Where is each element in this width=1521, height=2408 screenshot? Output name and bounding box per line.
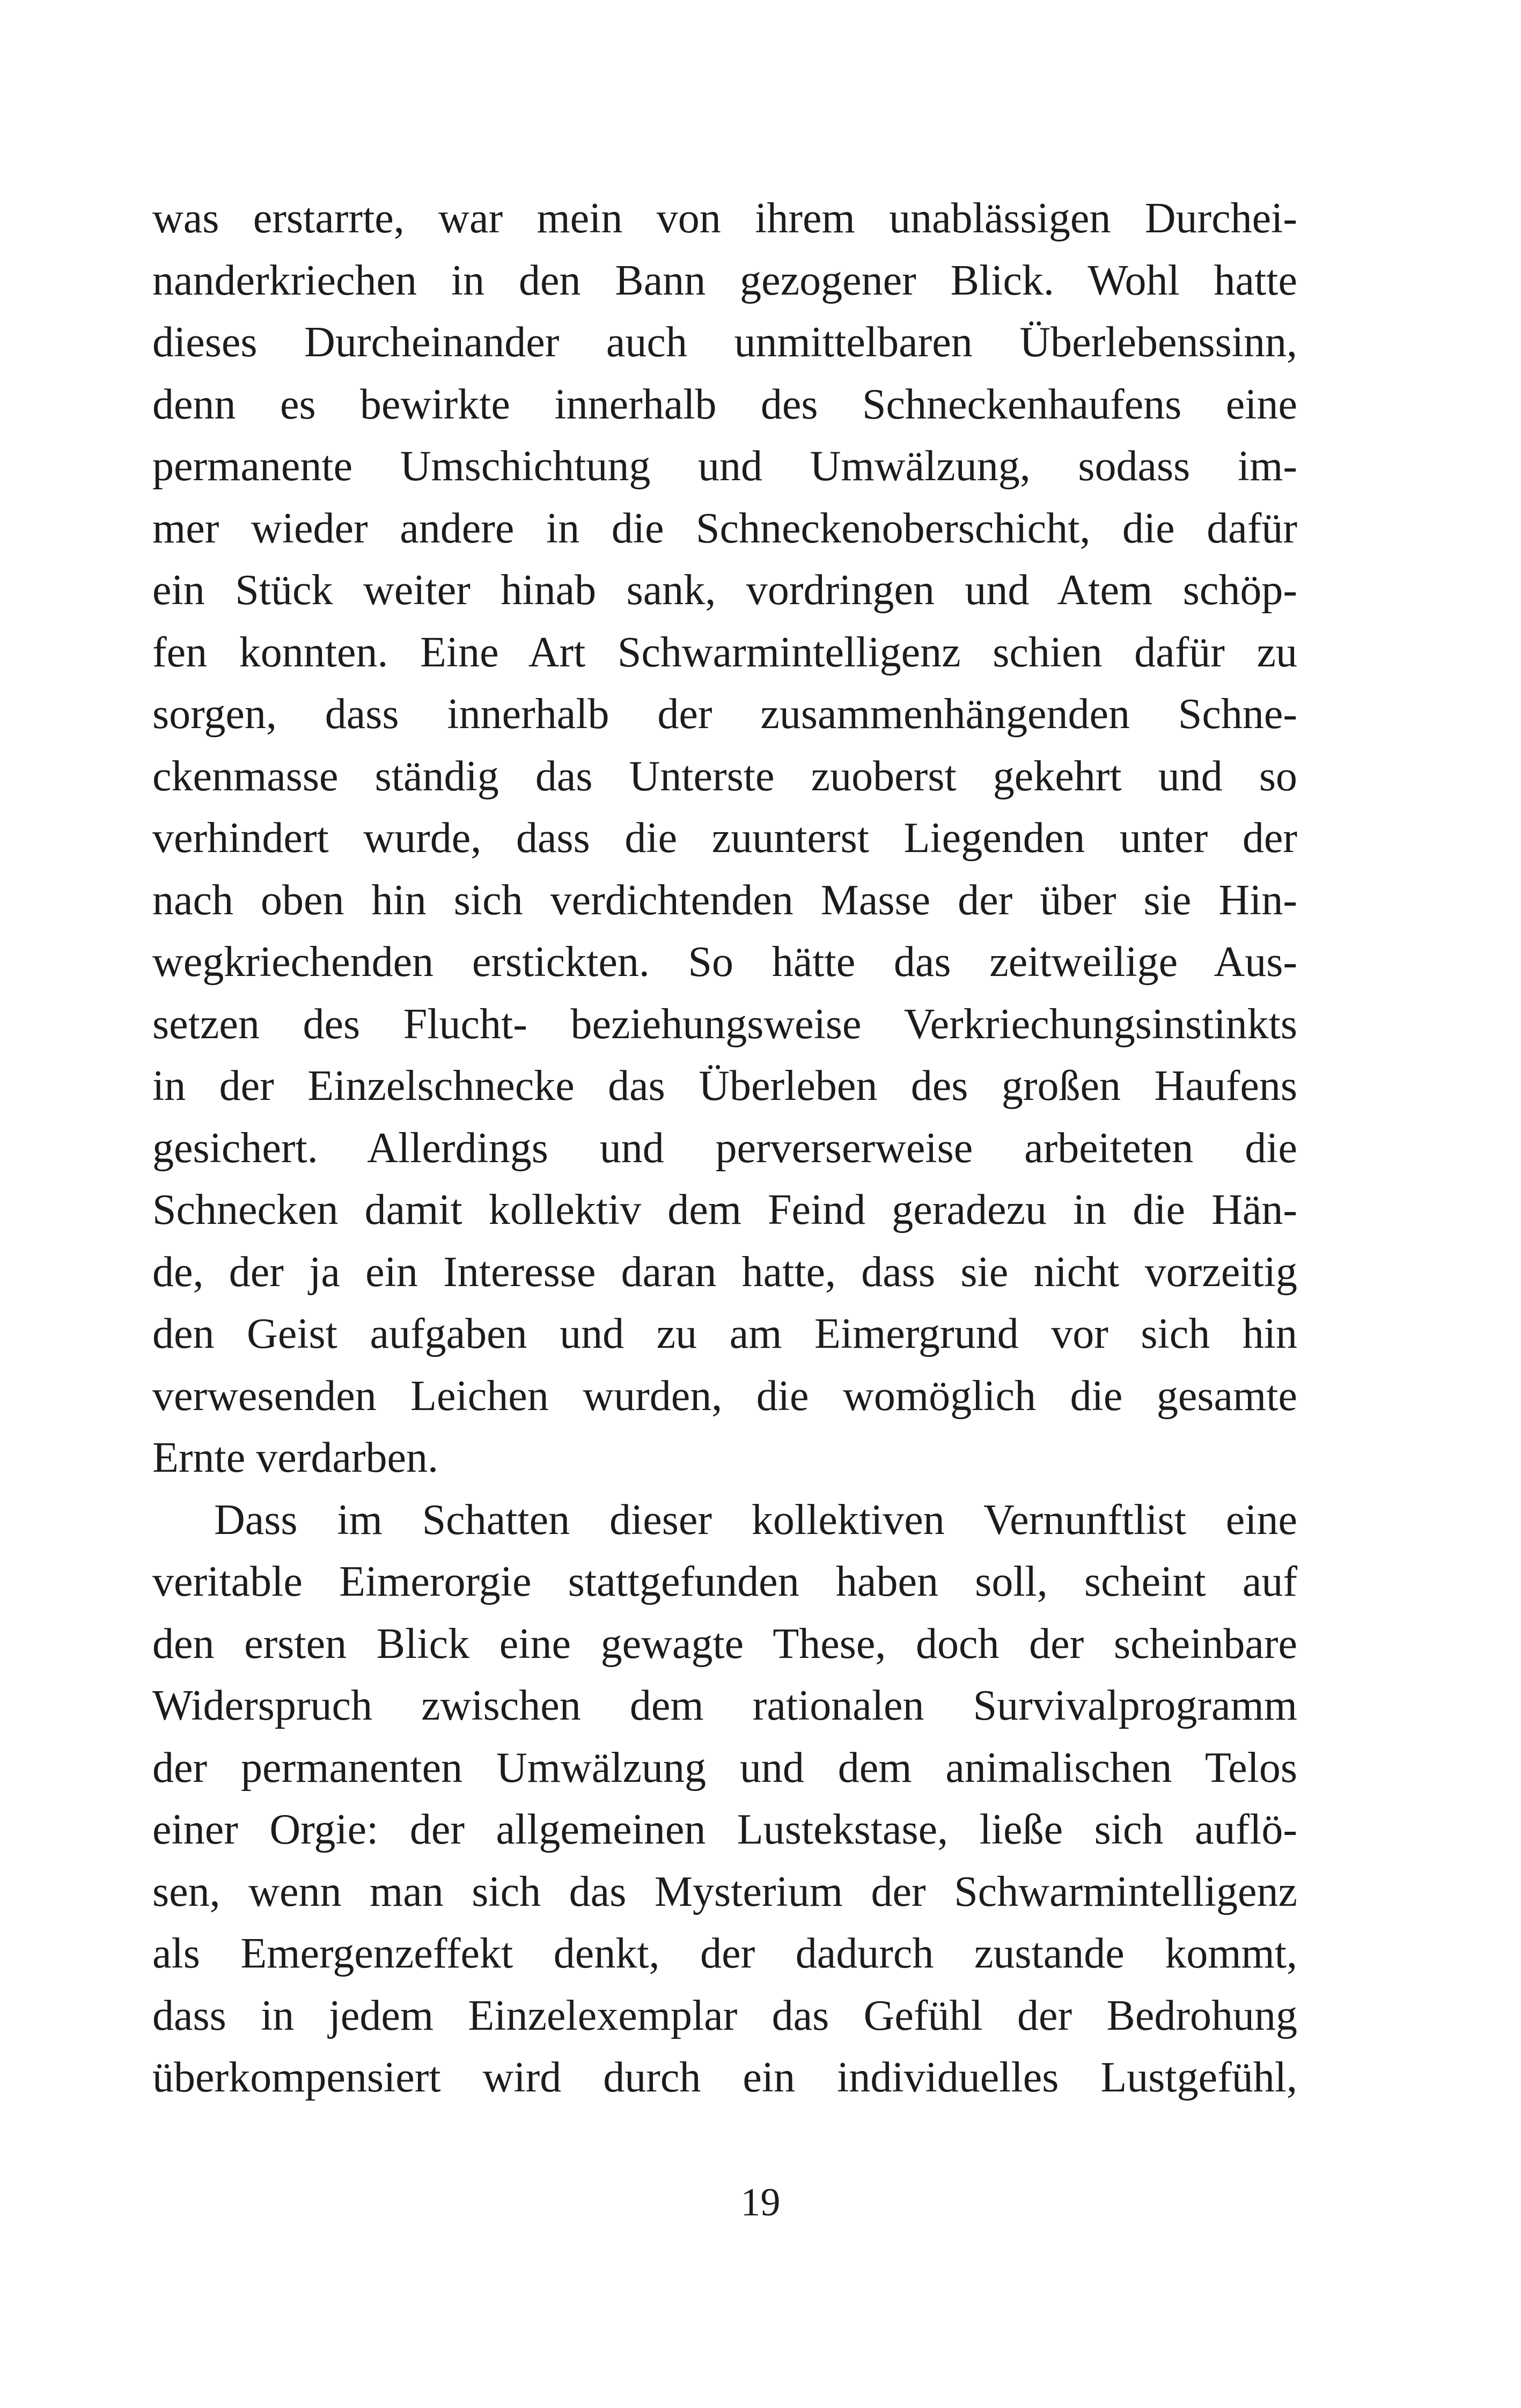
text-line-6: mer wieder andere in die Schneckenoberschicht, die dafür (152, 504, 1297, 552)
text-line-11: verhindert wurde, dass die zuunterst Liegenden unter der (152, 814, 1297, 862)
text-line-21: Ernte verdarben. (152, 1434, 439, 1481)
text-line-20: verwesenden Leichen wurden, die womöglich die gesamte (152, 1372, 1297, 1420)
text-line-29: als Emergenzeffekt denkt, der dadurch zustande kommt, (152, 1930, 1297, 1977)
text-line-18: de, der ja ein Interesse daran hatte, dass sie nicht vorzeitig (152, 1248, 1297, 1296)
text-line-4: denn es bewirkte innerhalb des Schneckenhaufens eine (152, 380, 1297, 428)
text-line-28: sen, wenn man sich das Mysterium der Schwarmintelligenz (152, 1868, 1297, 1915)
text-line-24: den ersten Blick eine gewagte These, doch der scheinbare (152, 1620, 1297, 1668)
text-line-23: veritable Eimerorgie stattgefunden haben soll, scheint auf (152, 1558, 1297, 1605)
text-line-7: ein Stück weiter hinab sank, vordringen und Atem schöp- (152, 567, 1297, 614)
text-line-19: den Geist aufgaben und zu am Eimergrund vor sich hin (152, 1310, 1297, 1357)
text-line-8: fen konnten. Eine Art Schwarmintelligenz schien dafür zu (152, 628, 1297, 676)
text-line-22: Dass im Schatten dieser kollektiven Vernunftlist eine (214, 1496, 1297, 1544)
text-line-15: in der Einzelschnecke das Überleben des großen Haufens (152, 1062, 1297, 1110)
text-line-14: setzen des Flucht- beziehungsweise Verkriechungsinstinkts (152, 1000, 1297, 1048)
text-line-26: der permanenten Umwälzung und dem animalischen Telos (152, 1744, 1297, 1792)
text-line-17: Schnecken damit kollektiv dem Feind geradezu in die Hän- (152, 1186, 1297, 1234)
page-number: 19 (740, 2181, 781, 2225)
text-line-1: was erstarrte, war mein von ihrem unablässigen Durchei- (152, 195, 1297, 242)
text-line-2: nanderkriechen in den Bann gezogener Blick. Wohl hatte (152, 256, 1297, 304)
text-line-27: einer Orgie: der allgemeinen Lustekstase, ließe sich auflö- (152, 1806, 1297, 1853)
body-text (152, 188, 1297, 2109)
text-line-3: dieses Durcheinander auch unmittelbaren Überlebenssinn, (152, 319, 1297, 366)
text-line-30: dass in jedem Einzelexemplar das Gefühl der Bedrohung (152, 1992, 1297, 2039)
text-line-16: gesichert. Allerdings und perverserweise arbeiteten die (152, 1124, 1297, 1172)
text-line-10: ckenmasse ständig das Unterste zuoberst gekehrt und so (152, 752, 1297, 800)
text-line-12: nach oben hin sich verdichtenden Masse der über sie Hin- (152, 876, 1297, 924)
text-line-13: wegkriechenden erstickten. So hätte das zeitweilige Aus- (152, 938, 1297, 986)
text-line-9: sorgen, dass innerhalb der zusammenhängenden Schne- (152, 691, 1297, 738)
text-line-31: überkompensiert wird durch ein individuelles Lustgefühl, (152, 2054, 1297, 2101)
text-line-25: Widerspruch zwischen dem rationalen Survivalprogramm (152, 1682, 1297, 1729)
text-line-5: permanente Umschichtung und Umwälzung, sodass im- (152, 443, 1297, 490)
